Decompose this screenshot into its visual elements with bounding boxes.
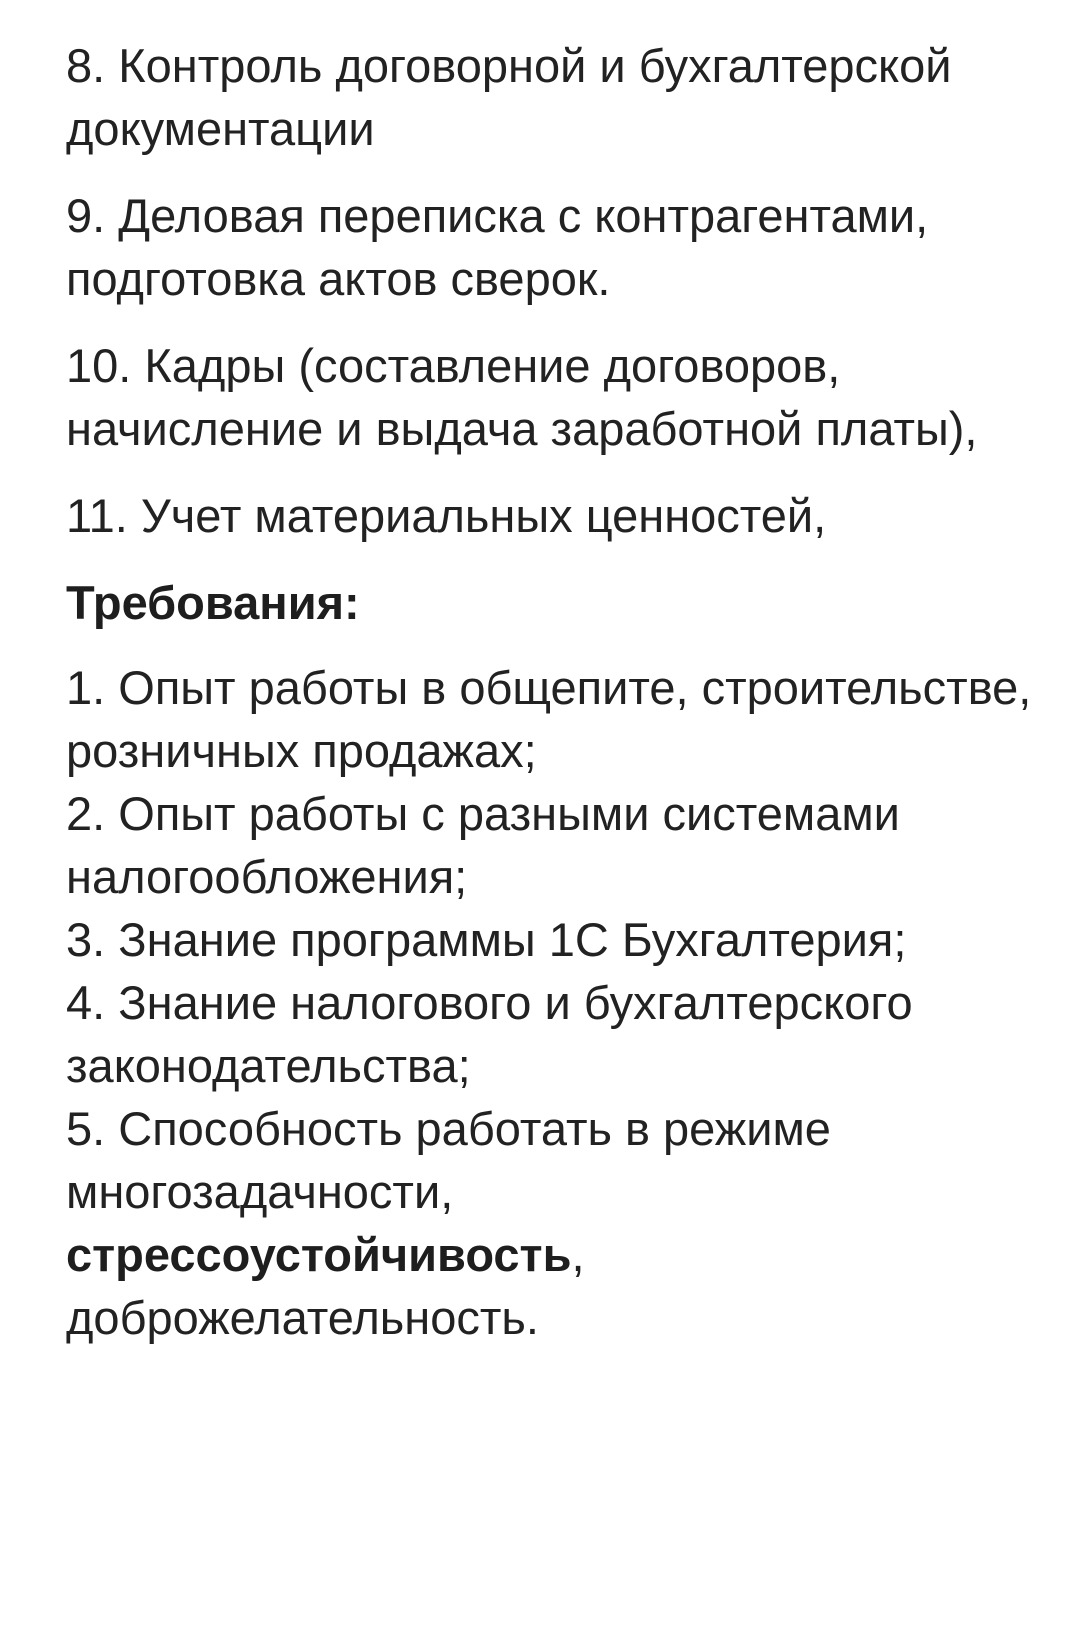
duty-item-9: 9. Деловая переписка с контрагентами, подготовка актов сверок. (66, 189, 929, 305)
requirement-item-5-comma: , (571, 1228, 585, 1281)
requirements-list (66, 656, 1056, 1349)
requirement-item-5-bold: стрессоустойчивость (66, 1228, 572, 1281)
requirement-item-3: 3. Знание программы 1С Бухгалтерия; (66, 913, 907, 966)
duty-item-11: 11. Учет материальных ценностей, (66, 489, 827, 542)
requirements-heading: Требования: (66, 576, 360, 629)
duty-item-8: 8. Контроль договорной и бухгалтерской документации (66, 39, 952, 155)
requirement-item-5-tail: доброжелательность. (66, 1291, 539, 1344)
requirement-item-5-label: 5. Способность работать в режиме многозадачности, (66, 1102, 831, 1218)
requirement-item-2: 2. Опыт работы с разными системами налогообложения; (66, 787, 900, 903)
duty-item-10: 10. Кадры (составление договоров, начисление и выдача заработной платы), (66, 339, 978, 455)
requirement-item-1: 1. Опыт работы в общепите, строительстве, розничных продажах; (66, 661, 1032, 777)
requirement-item-5 (66, 1097, 1056, 1349)
vacancy-text (66, 34, 1056, 1349)
requirement-item-4: 4. Знание налогового и бухгалтерского законодательства; (66, 976, 913, 1092)
